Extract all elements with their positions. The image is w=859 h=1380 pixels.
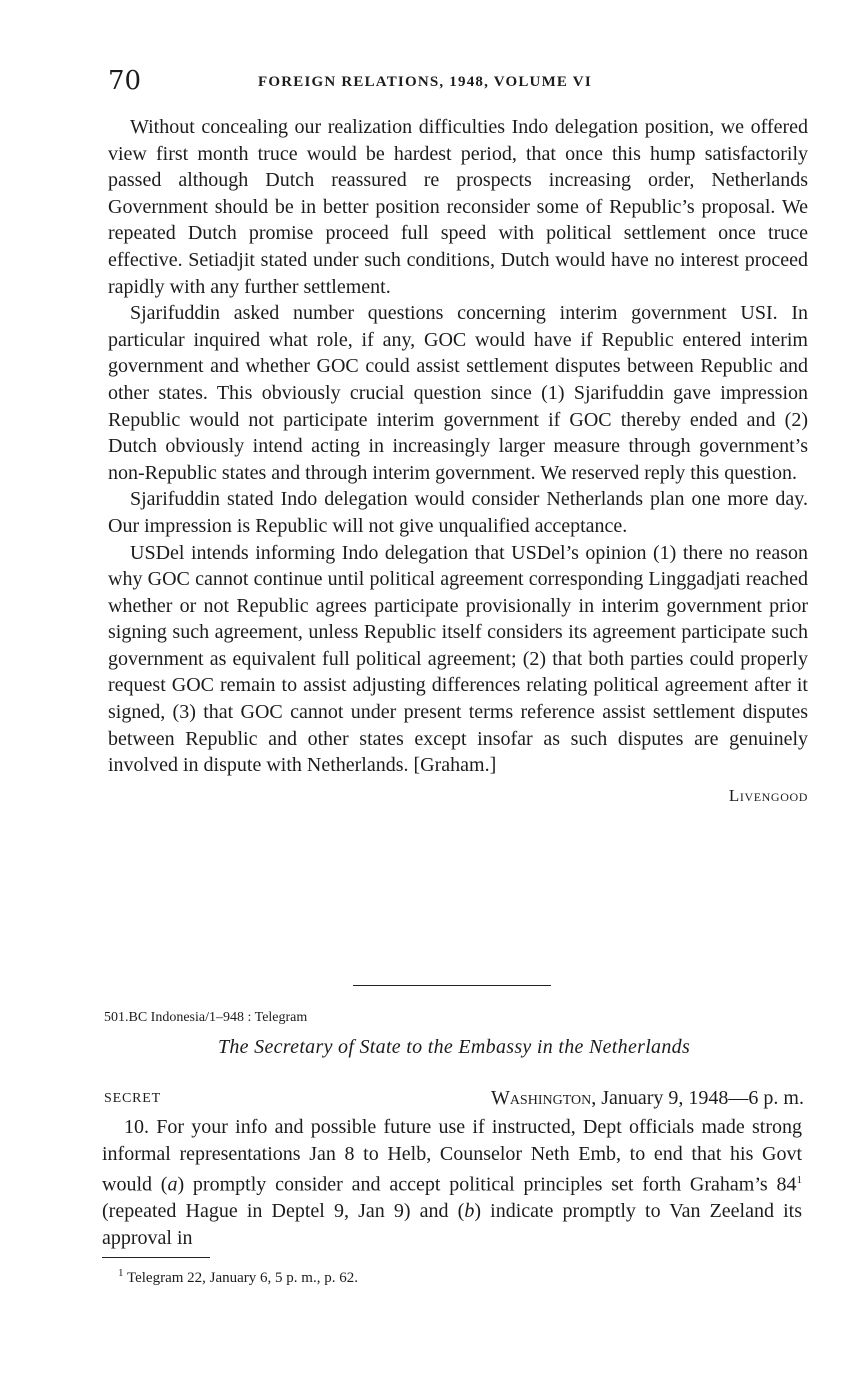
date: , January 9, 1948—6 p. m. [591, 1087, 804, 1109]
paragraph: Sjarifuddin stated Indo delegation would consider Netherlands plan one more day. Our impression is Republic will not give unqualified acceptance. [108, 488, 808, 537]
paragraph: Without concealing our realization difficulties Indo delegation position, we offered view first month truce would be hardest period, that once this hump satisfactorily passed although Dutch reassured re prospects increasing order, Netherlands Government should be in better position reconsider some of Republic’s proposal. We repeated Dutch promise proceed full speed with political settlement once truce effective. Setiadjit stated under such conditions, Dutch would have no interest proceed rapidly with any further settlement. [108, 116, 808, 298]
place-date [491, 1087, 804, 1110]
classification-label: SECRET [104, 1091, 161, 1106]
text-segment: 10. For your info and possible future use if instructed, Dept officials made strong informal representations Jan 8 to Helb, Counselor Neth Emb, to end that his Govt would ( [102, 1116, 802, 1196]
paragraph [102, 1114, 802, 1252]
signature: Livengood [728, 785, 808, 805]
item-marker: b [464, 1200, 475, 1223]
text-segment: ) promptly consider and accept political principles set forth Graham’s 84 [177, 1173, 797, 1196]
place: Washington [490, 1087, 592, 1109]
page-number: 70 [108, 66, 142, 96]
file-reference: 501.BC Indonesia/1–948 : Telegram [104, 1010, 308, 1025]
document-title: The Secretary of State to the Embassy in the Netherlands [217, 1036, 691, 1058]
footnote-marker: 1 [796, 1174, 802, 1187]
body-text [108, 114, 808, 809]
paragraph: USDel intends informing Indo delegation that USDel’s opinion (1) there no reason why GOC cannot continue until political agreement corresponding Linggadjati reached whether or not Republic agrees participate provisionally in interim government prior signing such agreement, unless Republic itself considers its agreement participate such government as equivalent full political agreement; (2) that both parties could properly request GOC remain to assist adjusting differences relating political agreement after it signed, (3) that GOC cannot under present terms reference assist settlement disputes between Republic and other states except insofar as such disputes are genuinely involved in dispute with Netherlands. [Graham.] [108, 541, 808, 777]
footnote-divider [102, 1257, 210, 1258]
running-head: FOREIGN RELATIONS, 1948, VOLUME VI [258, 74, 592, 90]
section-divider [353, 985, 551, 986]
item-marker: a [167, 1173, 178, 1196]
page-header [108, 66, 808, 106]
footnote-text: Telegram 22, January 6, 5 p. m., p. 62. [126, 1270, 358, 1286]
text-segment: ) indicate promptly to Van Zeeland its approval in [102, 1200, 803, 1250]
telegram-text [102, 1114, 802, 1252]
paragraph: Sjarifuddin asked number questions concerning interim government USI. In particular inquired what role, if any, GOC would have if Republic entered interim government and whether GOC could assist settlement disputes between Republic and other states. This obviously crucial question since (1) Sjarifuddin gave impression Republic would not participate interim government if GOC thereby ended and (2) Dutch obviously intend acting in increasingly larger measure through government’s non-Republic states and through interim government. We reserved reply this question. [108, 302, 808, 484]
footnote [118, 1267, 358, 1287]
footnote-number: 1 [118, 1267, 124, 1279]
text-segment: (repeated Hague in Deptel 9, Jan 9) and ( [102, 1200, 465, 1223]
